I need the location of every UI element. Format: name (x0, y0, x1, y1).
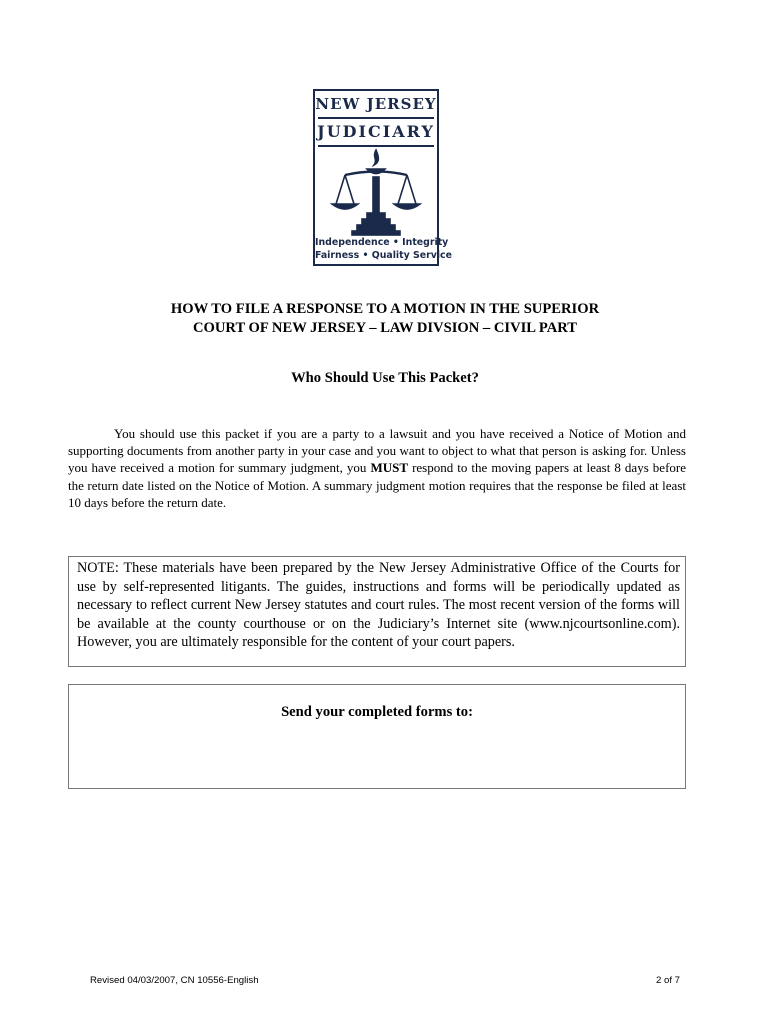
judiciary-logo (313, 89, 452, 266)
logo-motto-line-2: Fairness • Quality Service (315, 250, 452, 261)
page-number: 2 of 7 (655, 975, 680, 986)
logo-line-2: JUDICIARY (317, 122, 435, 141)
revision-footer: Revised 04/03/2007, CN 10556-English (90, 975, 259, 986)
scales-of-justice-icon (327, 148, 425, 236)
intro-text-end: respond to the moving papers at least 8 days before the return date listed on the Notice of Motion. A summary judgment motion requires that the response be filed at least 10 days before the return date. (68, 460, 687, 510)
logo-motto-line-1: Independence • Integrity (315, 237, 449, 248)
intro-emphasis: MUST (370, 460, 409, 476)
intro-paragraph (68, 425, 686, 511)
section-heading: Who Should Use This Packet? (291, 370, 479, 386)
send-forms-label: Send your completed forms to: (281, 704, 473, 720)
note-box: NOTE: These materials have been prepared by the New Jersey Administrative Office of the Courts for use by self-represented litigants. The guides, instructions and forms will be periodically updated as necessary to reflect current New Jersey statutes and court rules. The most recent version of the forms will be available at the county courthouse or on the Judiciary’s Internet site (www.njcourtsonline.com). However, you are ultimately responsible for the content of your court papers. (68, 556, 686, 667)
title-line-1: HOW TO FILE A RESPONSE TO A MOTION IN THE SUPERIOR (170, 301, 600, 317)
title-line-2: COURT OF NEW JERSEY – LAW DIVSION – CIVIL PART (192, 320, 578, 336)
logo-divider (318, 117, 434, 119)
logo-line-1: NEW JERSEY (315, 94, 437, 113)
document-title (100, 300, 670, 338)
intro-text-start: You should use this packet if you are a party to a lawsuit and you have received a Notice of Motion and supporting documents from another party in your case and you want to object to what that person is asking for. Unless you have received a motion for summary judgment, you (68, 426, 686, 476)
send-forms-box (68, 684, 686, 789)
logo-divider (318, 145, 434, 147)
